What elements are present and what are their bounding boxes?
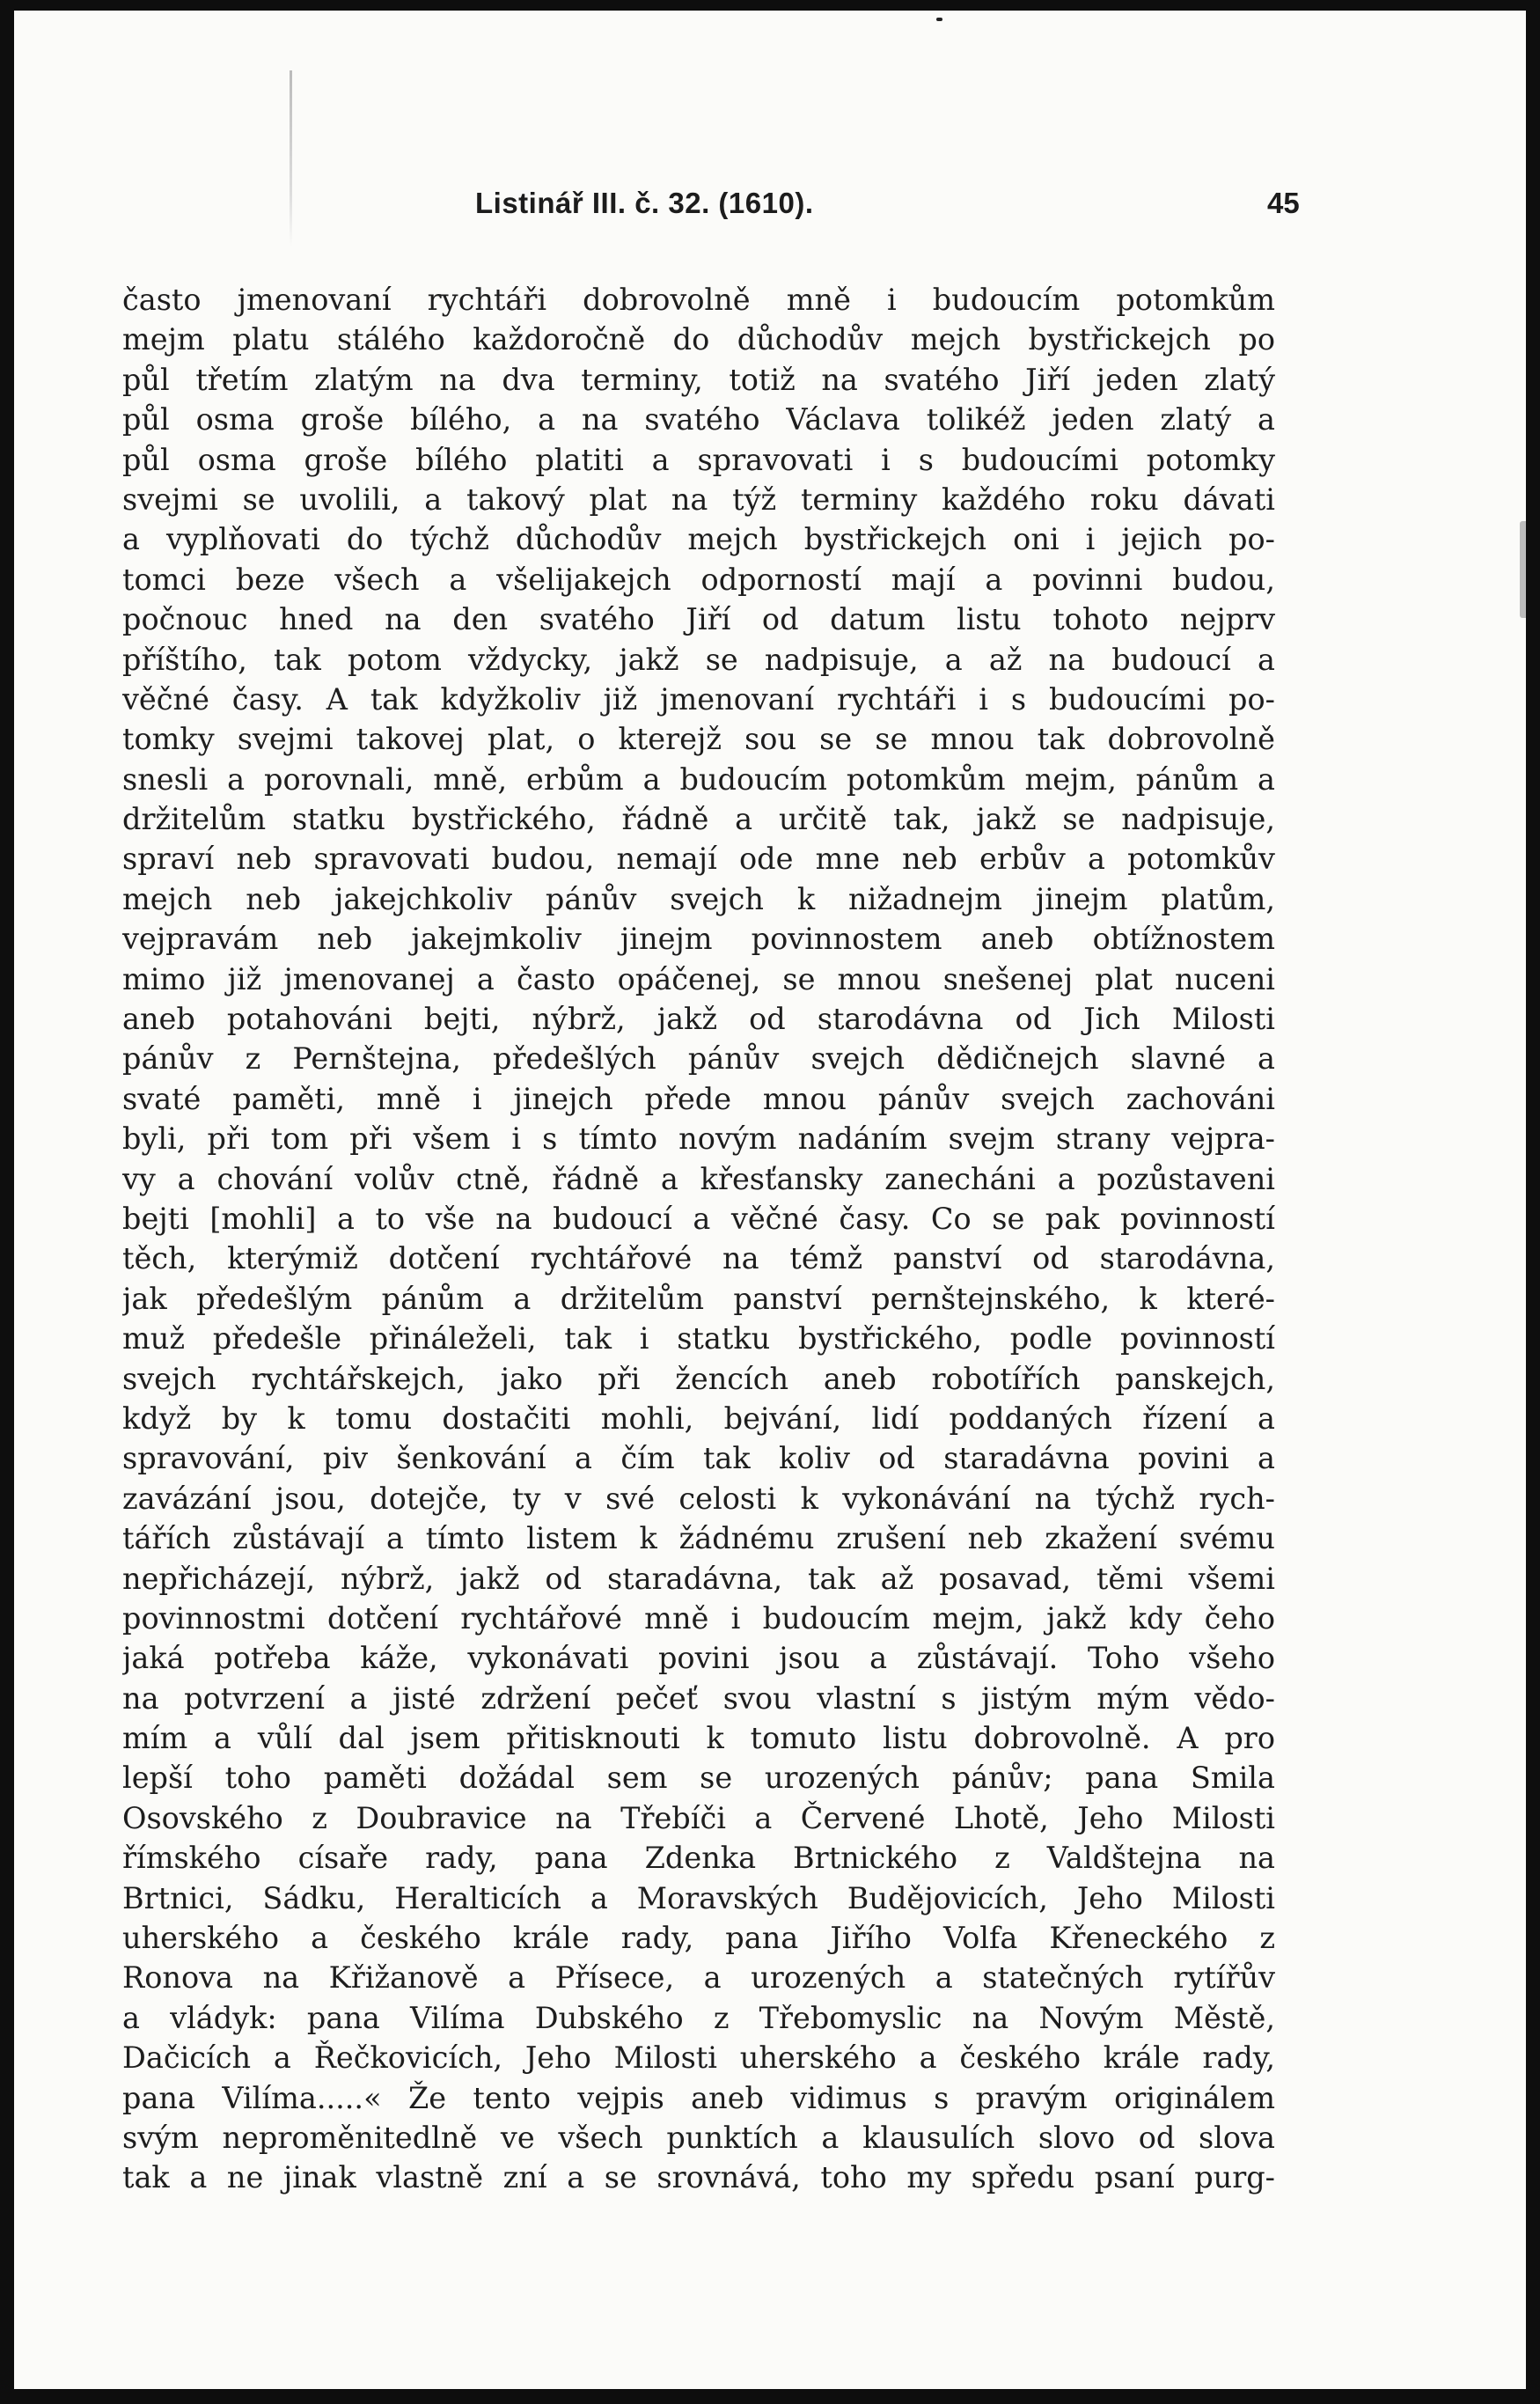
text-line: svým neproměnitedlně ve všech punktích a klausulích slovo od slova: [122, 2120, 1275, 2155]
text-line: a vládyk: pana Vilíma Dubského z Třebomyslic na Novým Městě,: [122, 2000, 1275, 2035]
text-line: tářích zůstávají a tímto listem k žádnému zrušení neb zkažení svému: [122, 1521, 1275, 1556]
text-line: Ronova na Křižanově a Přísece, a urozených a statečných rytířův: [122, 1960, 1275, 1996]
text-line: tak a ne jinak vlastně zní a se srovnává, toho my spředu psaní purg-: [122, 2160, 1275, 2195]
text-line: aneb potahováni bejti, nýbrž, jakž od starodávna od Jich Milosti: [122, 1002, 1275, 1037]
text-line: Brtnici, Sádku, Heralticích a Moravských Budějovicích, Jeho Milosti: [122, 1880, 1275, 1915]
text-line: příštího, tak potom vždycky, jakž se nadpisuje, a až na budoucí a: [122, 642, 1275, 677]
text-line: držitelům statku bystřického, řádně a určitě tak, jakž se nadpisuje,: [122, 802, 1275, 837]
text-line: bejti [mohli] a to vše na budoucí a věčné časy. Co se pak povinností: [122, 1201, 1275, 1236]
text-line: snesli a porovnali, mně, erbům a budoucím potomkům mejm, pánům a: [122, 761, 1275, 797]
text-line: Dačicích a Řečkovicích, Jeho Milosti uherského a českého krále rady,: [122, 2040, 1275, 2076]
text-line: svejch rychtářskejch, jako při žencích aneb robotířích panskejch,: [122, 1361, 1275, 1396]
text-line: nepřicházejí, nýbrž, jakž od staradávna, tak až posavad, těmi všemi: [122, 1561, 1275, 1596]
text-line: jak předešlým pánům a držitelům panství pernštejnského, k které-: [122, 1281, 1275, 1316]
text-line: byli, při tom při všem i s tímto novým nadáním svejm strany vejpra-: [122, 1121, 1275, 1157]
running-title: Listinář III. č. 32. (1610).: [475, 187, 814, 219]
text-line: svaté paměti, mně i jinejch přede mnou pánův svejch zachováni: [122, 1081, 1275, 1116]
text-line: muž předešle přináleželi, tak i statku bystřického, podle povinností: [122, 1321, 1275, 1356]
text-line: pana Vilíma.....« Že tento vejpis aneb vidimus s pravým originálem: [122, 2080, 1275, 2115]
text-line: na potvrzení a jisté zdržení pečeť svou vlastní s jistým mým vědo-: [122, 1680, 1275, 1716]
text-line: pánův z Pernštejna, předešlých pánův svejch dědičnejch slavné a: [122, 1041, 1275, 1077]
text-line: spravování, piv šenkování a čím tak koliv od staradávna povini a: [122, 1441, 1275, 1476]
ink-speck: [936, 18, 942, 21]
text-line: Osovského z Doubravice na Třebíči a Červené Lhotě, Jeho Milosti: [122, 1800, 1275, 1835]
text-line: svejmi se uvolili, a takový plat na týž terminy každého roku dávati: [122, 482, 1275, 517]
text-line: povinnostmi dotčení rychtářové mně i budoucím mejm, jakž kdy čeho: [122, 1600, 1275, 1636]
text-line: mejch neb jakejchkoliv pánův svejch k nižadnejm jinejm platům,: [122, 881, 1275, 916]
text-line: uherského a českého krále rady, pana Jiřího Volfa Křeneckého z: [122, 1921, 1275, 1956]
body-text: [122, 280, 1275, 2198]
page-edge-mark: [1520, 521, 1526, 618]
running-header: [14, 187, 1526, 231]
text-line: římského císaře rady, pana Zdenka Brtnického z Valdštejna na: [122, 1841, 1275, 1876]
book-page: [14, 11, 1526, 2389]
text-line: věčné časy. A tak kdyžkoliv již jmenovaní rychtáři i s budoucími po-: [122, 681, 1275, 717]
text-line: jaká potřeba káže, vykonávati povini jsou a zůstávají. Toho všeho: [122, 1641, 1275, 1676]
text-line: zavázání jsou, dotejče, ty v své celosti k vykonávání na týchž rych-: [122, 1481, 1275, 1516]
text-line: mimo již jmenovanej a často opáčenej, se mnou snešenej plat nuceni: [122, 961, 1275, 996]
text-line: počnouc hned na den svatého Jiří od datum listu tohoto nejprv: [122, 602, 1275, 637]
text-line: spraví neb spravovati budou, nemají ode mne neb erbův a potomkův: [122, 842, 1275, 877]
text-line: vy a chování volův ctně, řádně a křesťansky zanecháni a pozůstaveni: [122, 1161, 1275, 1196]
text-line: vejpravám neb jakejmkoliv jinejm povinnostem aneb obtížnostem: [122, 922, 1275, 957]
text-line: tomky svejmi takovej plat, o kterejž sou se se mnou tak dobrovolně: [122, 722, 1275, 757]
text-line: když by k tomu dostačiti mohli, bejvání, lidí poddaných řízení a: [122, 1400, 1275, 1436]
text-line: a vyplňovati do týchž důchodův mejch bystřickejch oni i jejich po-: [122, 522, 1275, 557]
text-line: mím a vůlí dal jsem přitisknouti k tomuto listu dobrovolně. A pro: [122, 1721, 1275, 1756]
text-line: často jmenovaní rychtáři dobrovolně mně i budoucím potomkům: [122, 283, 1275, 317]
text-line: půl osma groše bílého, a na svatého Václava tolikéž jeden zlatý a: [122, 402, 1275, 437]
text-line: půl třetím zlatým na dva terminy, totiž na svatého Jiří jeden zlatý: [122, 362, 1275, 397]
text-line: tomci beze všech a všelijakejch odporností mají a povinni budou,: [122, 562, 1275, 597]
text-line: lepší toho paměti dožádal sem se urozených pánův; pana Smila: [122, 1761, 1275, 1796]
text-line: mejm platu stálého každoročně do důchodův mejch bystřickejch po: [122, 322, 1275, 357]
text-line: půl osma groše bílého platiti a spravovati i s budoucími potomky: [122, 442, 1275, 477]
text-line: těch, kterýmiž dotčení rychtářové na témž panství od starodávna,: [122, 1241, 1275, 1276]
page-number: 45: [1267, 187, 1300, 219]
